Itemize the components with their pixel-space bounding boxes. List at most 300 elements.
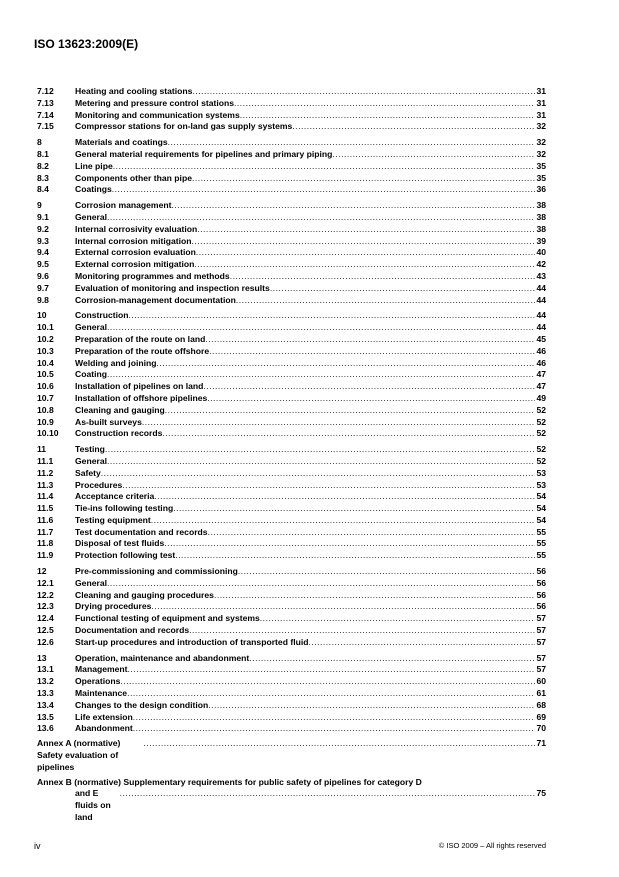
toc-entry-title: Construction — [75, 310, 129, 321]
toc-entry-line — [75, 121, 546, 133]
dot-leader — [208, 527, 536, 539]
toc-entry-page: 31 — [536, 97, 546, 108]
toc-entry-page: 36 — [536, 184, 546, 195]
dot-leader — [308, 637, 535, 649]
toc-entry-number: 11.3 — [37, 479, 54, 490]
toc-entry[interactable] — [37, 86, 546, 98]
toc-entry[interactable] — [37, 637, 546, 649]
toc-entry-line — [75, 566, 546, 578]
toc-entry-title: Abandonment — [75, 723, 133, 734]
toc-entry-title: Coating — [75, 369, 107, 380]
toc-entry-number: 10 — [37, 310, 47, 321]
toc-entry-title: Installation of pipelines on land — [75, 381, 204, 392]
toc-entry-number: 9.8 — [37, 294, 49, 305]
toc-entry-page: 43 — [536, 270, 546, 281]
toc-entry-line — [75, 723, 546, 735]
annex-b-page: 75 — [536, 788, 546, 799]
toc-entry-page: 46 — [536, 345, 546, 356]
toc-entry[interactable] — [37, 161, 546, 173]
toc-entry[interactable] — [37, 417, 546, 429]
toc-entry-title: Installation of offshore pipelines — [75, 392, 208, 403]
toc-entry[interactable] — [37, 295, 546, 307]
toc-entry-title: Cleaning and gauging — [75, 404, 165, 415]
toc-entry-number: 11.2 — [37, 467, 54, 478]
toc-entry-page: 70 — [536, 723, 546, 734]
toc-entry-number: 12.3 — [37, 601, 54, 612]
toc-entry-title: Monitoring and communication systems — [75, 109, 240, 120]
dot-leader — [133, 712, 536, 724]
toc-entry-number: 10.3 — [37, 345, 54, 356]
toc-entry[interactable] — [37, 480, 546, 492]
toc-entry-title: External corrosion mitigation — [75, 259, 195, 270]
dot-leader — [133, 723, 536, 735]
toc-entry[interactable] — [37, 503, 546, 515]
toc-entry-number: 12.5 — [37, 625, 54, 636]
toc-entry-page: 61 — [536, 688, 546, 699]
dot-leader — [165, 405, 536, 417]
toc-entry[interactable] — [37, 393, 546, 405]
toc-entry-line — [75, 468, 546, 480]
toc-entry-page: 56 — [536, 566, 546, 577]
toc-entry-title: External corrosion evaluation — [75, 247, 196, 258]
dot-leader — [194, 259, 535, 271]
toc-entry-page: 56 — [536, 589, 546, 600]
toc-entry[interactable] — [37, 358, 546, 370]
toc-entry-line — [75, 369, 546, 381]
toc-entry-title: Disposal of test fluids — [75, 538, 165, 549]
toc-entry-page: 57 — [536, 625, 546, 636]
toc-entry-page: 56 — [536, 601, 546, 612]
toc-entry-line — [75, 700, 546, 712]
toc-entry-page: 38 — [536, 223, 546, 234]
dot-leader — [154, 491, 535, 503]
toc-entry-line — [75, 491, 546, 503]
toc-entry-number: 12.6 — [37, 636, 54, 647]
toc-entry-line — [75, 676, 546, 688]
toc-entry-title: As-built surveys — [75, 416, 142, 427]
toc-entry[interactable] — [37, 259, 546, 271]
annex-b-entry[interactable] — [37, 777, 546, 824]
toc-entry-page: 55 — [536, 538, 546, 549]
toc-entry-title: Acceptance criteria — [75, 491, 155, 502]
toc-entry-title: Testing equipment — [75, 514, 151, 525]
dot-leader — [249, 653, 535, 665]
toc-entry[interactable] — [37, 149, 546, 161]
toc-entry-number: 12 — [37, 566, 47, 577]
toc-entry-number: 10.9 — [37, 416, 54, 427]
toc-entry-line — [75, 664, 546, 676]
toc-entry-number: 12.4 — [37, 613, 54, 624]
annex-b-title-line2: and E fluids on land — [75, 788, 111, 823]
toc-entry-title: Coatings — [75, 184, 112, 195]
toc-entry-line — [75, 224, 546, 236]
toc-entry-page: 42 — [536, 259, 546, 270]
toc-entry-title: Operation, maintenance and abandonment — [75, 652, 250, 663]
toc-entry-page: 31 — [536, 109, 546, 120]
copyright-notice: © ISO 2009 – All rights reserved — [438, 841, 546, 850]
toc-entry-number: 8.2 — [37, 160, 49, 171]
toc-entry-page: 52 — [536, 455, 546, 466]
toc-entry-number: 12.2 — [37, 589, 54, 600]
toc-entry-line — [75, 712, 546, 724]
toc-entry-number: 8 — [37, 137, 42, 148]
toc-entry-title: General — [75, 322, 108, 333]
toc-entry-page: 54 — [536, 503, 546, 514]
toc-entry-page: 39 — [536, 235, 546, 246]
toc-entry-line — [75, 358, 546, 370]
toc-entry[interactable] — [37, 527, 546, 539]
toc-entry-page: 55 — [536, 526, 546, 537]
toc-entry[interactable] — [37, 405, 546, 417]
toc-entry[interactable] — [37, 137, 546, 149]
toc-entry-number: 7.15 — [37, 121, 54, 132]
toc-entry-line — [75, 295, 546, 307]
toc-entry-line — [75, 515, 546, 527]
toc-entry-title: Protection following test — [75, 550, 176, 561]
toc-entry-number: 7.14 — [37, 109, 54, 120]
toc-entry-number: 11.5 — [37, 503, 54, 514]
toc-entry-title: Monitoring programmes and methods — [75, 270, 230, 281]
toc-entry-line — [75, 625, 546, 637]
dot-leader — [207, 393, 535, 405]
toc-entry[interactable] — [37, 550, 546, 562]
toc-entry-line — [75, 184, 546, 196]
dot-leader — [142, 417, 536, 429]
toc-entry-line — [75, 417, 546, 429]
toc-entry-line — [75, 259, 546, 271]
toc-entry-title: Construction records — [75, 428, 163, 439]
toc-entry-page: 68 — [536, 699, 546, 710]
document-header: ISO 13623:2009(E) — [34, 37, 139, 51]
toc-entry[interactable] — [37, 428, 546, 440]
toc-entry[interactable] — [37, 625, 546, 637]
toc-entry-line — [75, 161, 546, 173]
toc-entry-title: Tie-ins following testing — [75, 503, 174, 514]
toc-entry-line — [75, 428, 546, 440]
toc-entry-title: Preparation of the route offshore — [75, 345, 210, 356]
toc-entry-line — [75, 550, 546, 562]
toc-entry-line — [75, 200, 546, 212]
toc-entry-title: Corrosion-management documentation — [75, 294, 236, 305]
dot-leader — [107, 578, 535, 590]
toc-entry-title: Operations — [75, 676, 121, 687]
toc-entry-line — [75, 346, 546, 358]
toc-entry-title: Life extension — [75, 711, 133, 722]
toc-entry-number: 13.4 — [37, 699, 54, 710]
dot-leader — [175, 550, 535, 562]
toc-entry-page: 47 — [536, 381, 546, 392]
toc-entry-title: Preparation of the route on land — [75, 333, 206, 344]
toc-entry-line — [75, 688, 546, 700]
toc-entry-page: 32 — [536, 121, 546, 132]
dot-leader — [107, 369, 535, 381]
toc-entry[interactable] — [37, 538, 546, 550]
toc-entry-title: Management — [75, 664, 128, 675]
toc-entry-title: General — [75, 211, 108, 222]
toc-entry[interactable] — [37, 456, 546, 468]
toc-entry-line — [75, 86, 546, 98]
toc-entry-number: 11.9 — [37, 550, 54, 561]
toc-entry-page: 35 — [536, 172, 546, 183]
dot-leader — [128, 310, 535, 322]
toc-entry[interactable] — [37, 322, 546, 334]
toc-entry-number: 13.5 — [37, 711, 54, 722]
dot-leader — [101, 468, 536, 480]
toc-entry[interactable] — [37, 334, 546, 346]
toc-entry-page: 32 — [536, 137, 546, 148]
annex-a-title: Annex A (normative) Safety evaluation of pipelines — [37, 738, 121, 772]
toc-entry-title: Evaluation of monitoring and inspection results — [75, 282, 270, 293]
toc-entry[interactable] — [37, 700, 546, 712]
dot-leader — [120, 788, 537, 823]
toc-entry[interactable] — [37, 723, 546, 735]
toc-entry-page: 44 — [536, 322, 546, 333]
toc-entry-title: Maintenance — [75, 688, 128, 699]
toc-entry-number: 9.4 — [37, 247, 49, 258]
toc-entry-number: 10.8 — [37, 404, 54, 415]
toc-entry-line — [75, 538, 546, 550]
toc-entry[interactable] — [37, 491, 546, 503]
dot-leader — [238, 566, 536, 578]
dot-leader — [171, 200, 535, 212]
toc-entry-title: Components other than pipe — [75, 172, 192, 183]
toc-entry-title: Safety — [75, 467, 101, 478]
toc-entry-title: General — [75, 455, 108, 466]
toc-entry[interactable] — [37, 664, 546, 676]
toc-entry-number: 10.10 — [37, 428, 59, 439]
toc-entry-number: 9 — [37, 200, 42, 211]
toc-entry-page: 44 — [536, 282, 546, 293]
toc-entry-line — [75, 405, 546, 417]
toc-entry-page: 57 — [536, 664, 546, 675]
toc-entry-title: Testing — [75, 444, 105, 455]
table-of-contents — [37, 86, 546, 824]
dot-leader — [270, 283, 536, 295]
toc-entry-title: Documentation and records — [75, 625, 190, 636]
toc-entry-line — [75, 590, 546, 602]
toc-entry-number: 12.1 — [37, 577, 54, 588]
dot-leader — [151, 601, 535, 613]
toc-entry-number: 10.4 — [37, 357, 54, 368]
toc-entry-page: 47 — [536, 369, 546, 380]
toc-entry[interactable] — [37, 468, 546, 480]
toc-entry[interactable] — [37, 688, 546, 700]
dot-leader — [156, 358, 535, 370]
toc-entry-line — [75, 480, 546, 492]
toc-entry[interactable] — [37, 247, 546, 259]
toc-entry-page: 32 — [536, 148, 546, 159]
toc-entry-number: 9.3 — [37, 235, 49, 246]
toc-entry-title: Drying procedures — [75, 601, 152, 612]
toc-entry-number: 10.1 — [37, 322, 54, 333]
toc-entry[interactable] — [37, 224, 546, 236]
toc-entry-page: 54 — [536, 514, 546, 525]
toc-entry-title: Start-up procedures and introduction of transported fluid — [75, 636, 309, 647]
toc-entry[interactable] — [37, 676, 546, 688]
toc-entry-page: 53 — [536, 467, 546, 478]
annex-a-entry[interactable] — [37, 738, 546, 773]
dot-leader — [122, 480, 535, 492]
toc-entry-line — [75, 271, 546, 283]
toc-entry-number: 9.5 — [37, 259, 49, 270]
toc-entry-line — [75, 578, 546, 590]
dot-leader — [189, 625, 535, 637]
dot-leader — [236, 295, 536, 307]
toc-entry-line — [75, 601, 546, 613]
toc-entry-line — [75, 653, 546, 665]
toc-entry-title: Test documentation and records — [75, 526, 208, 537]
toc-entry-number: 11.6 — [37, 514, 54, 525]
toc-entry-title: Heating and cooling stations — [75, 86, 193, 96]
toc-entry-line — [75, 456, 546, 468]
toc-entry-title: Functional testing of equipment and systems — [75, 613, 260, 624]
toc-entry-number: 7.13 — [37, 97, 54, 108]
toc-entry-number: 10.2 — [37, 333, 54, 344]
toc-entry-title: Internal corrosivity evaluation — [75, 223, 198, 234]
dot-leader — [292, 121, 535, 133]
toc-entry[interactable] — [37, 601, 546, 613]
toc-entry[interactable] — [37, 110, 546, 122]
toc-entry-page: 44 — [536, 294, 546, 305]
annex-a-page: 71 — [536, 738, 546, 749]
toc-entry[interactable] — [37, 283, 546, 295]
toc-entry-line — [75, 247, 546, 259]
dot-leader — [203, 381, 535, 393]
toc-entry-page: 57 — [536, 613, 546, 624]
toc-entry[interactable] — [37, 98, 546, 110]
dot-leader — [107, 212, 535, 224]
toc-entry-page: 52 — [536, 428, 546, 439]
toc-entry[interactable] — [37, 590, 546, 602]
toc-entry-number: 10.7 — [37, 392, 54, 403]
dot-leader — [192, 236, 536, 248]
toc-entry-page: 38 — [536, 211, 546, 222]
toc-entry-page: 56 — [536, 577, 546, 588]
toc-entry-title: General material requirements for pipelines and primary piping — [75, 148, 333, 159]
toc-entry-number: 10.5 — [37, 369, 54, 380]
dot-leader — [209, 346, 535, 358]
toc-entry-page: 52 — [536, 444, 546, 455]
toc-entry[interactable] — [37, 444, 546, 456]
toc-entry-line — [75, 236, 546, 248]
toc-entry-number: 11.4 — [37, 491, 54, 502]
toc-entry-page: 52 — [536, 404, 546, 415]
toc-entry-line — [75, 444, 546, 456]
dot-leader — [105, 444, 536, 456]
toc-entry-line — [75, 393, 546, 405]
toc-entry[interactable] — [37, 184, 546, 196]
toc-entry-title: Welding and joining — [75, 357, 157, 368]
toc-entry-page: 54 — [536, 491, 546, 502]
annex-b-title-line1: Annex B (normative) Supplementary requirements for public safety of pipelines for category D — [37, 776, 422, 787]
toc-entry-number: 13.2 — [37, 676, 54, 687]
toc-entry-line — [75, 322, 546, 334]
toc-entry-title: Changes to the design condition — [75, 699, 209, 710]
dot-leader — [196, 247, 536, 259]
toc-entry-line — [75, 503, 546, 515]
toc-entry-page: 57 — [536, 652, 546, 663]
dot-leader — [144, 738, 537, 773]
toc-entry[interactable] — [37, 381, 546, 393]
dot-leader — [240, 110, 536, 122]
toc-entry-line — [75, 613, 546, 625]
toc-entry-line — [75, 527, 546, 539]
toc-entry[interactable] — [37, 712, 546, 724]
dot-leader — [234, 98, 535, 110]
toc-entry[interactable] — [37, 515, 546, 527]
toc-entry-number: 13 — [37, 652, 47, 663]
toc-entry-number: 8.3 — [37, 172, 49, 183]
toc-entry-number: 8.4 — [37, 184, 49, 195]
dot-leader — [214, 590, 535, 602]
dot-leader — [107, 456, 535, 468]
dot-leader — [208, 700, 535, 712]
toc-entry-number: 13.1 — [37, 664, 54, 675]
toc-entry-page: 40 — [536, 247, 546, 258]
dot-leader — [151, 515, 536, 527]
dot-leader — [168, 137, 536, 149]
toc-entry[interactable] — [37, 369, 546, 381]
dot-leader — [164, 538, 535, 550]
toc-entry[interactable] — [37, 236, 546, 248]
dot-leader — [162, 428, 535, 440]
toc-entry-line — [75, 173, 546, 185]
toc-entry[interactable] — [37, 200, 546, 212]
toc-entry-line — [75, 381, 546, 393]
toc-entry-line — [75, 310, 546, 322]
toc-entry[interactable] — [37, 310, 546, 322]
dot-leader — [197, 224, 535, 236]
toc-entry[interactable] — [37, 578, 546, 590]
toc-entry-number: 11 — [37, 444, 47, 455]
toc-entry[interactable] — [37, 566, 546, 578]
toc-entry-page: 69 — [536, 711, 546, 722]
toc-entry-page: 53 — [536, 479, 546, 490]
toc-entry-line — [75, 212, 546, 224]
toc-entry-number: 11.1 — [37, 455, 54, 466]
dot-leader — [128, 664, 536, 676]
dot-leader — [205, 334, 535, 346]
toc-groups — [37, 86, 546, 735]
toc-entry[interactable] — [37, 346, 546, 358]
toc-entry-page: 38 — [536, 200, 546, 211]
toc-entry-line — [75, 334, 546, 346]
toc-entry-number: 9.7 — [37, 282, 49, 293]
toc-entry[interactable] — [37, 173, 546, 185]
toc-entry-title: Line pipe — [75, 160, 113, 171]
dot-leader — [173, 503, 535, 515]
toc-entry[interactable] — [37, 212, 546, 224]
toc-entry-title: Materials and coatings — [75, 137, 168, 148]
toc-entry-page: 60 — [536, 676, 546, 687]
dot-leader — [230, 271, 536, 283]
toc-entry-number: 11.7 — [37, 526, 54, 537]
toc-entry-title: Metering and pressure control stations — [75, 97, 235, 108]
toc-entry-title: General — [75, 577, 108, 588]
dot-leader — [192, 86, 535, 98]
toc-entry[interactable] — [37, 613, 546, 625]
dot-leader — [120, 676, 535, 688]
toc-entry-number: 13.6 — [37, 723, 54, 734]
toc-entry-number: 8.1 — [37, 148, 49, 159]
toc-entry-number: 9.2 — [37, 223, 49, 234]
toc-entry-line — [75, 98, 546, 110]
dot-leader — [260, 613, 536, 625]
toc-entry[interactable] — [37, 121, 546, 133]
toc-entry-page: 49 — [536, 392, 546, 403]
toc-entry[interactable] — [37, 271, 546, 283]
toc-entry[interactable] — [37, 653, 546, 665]
